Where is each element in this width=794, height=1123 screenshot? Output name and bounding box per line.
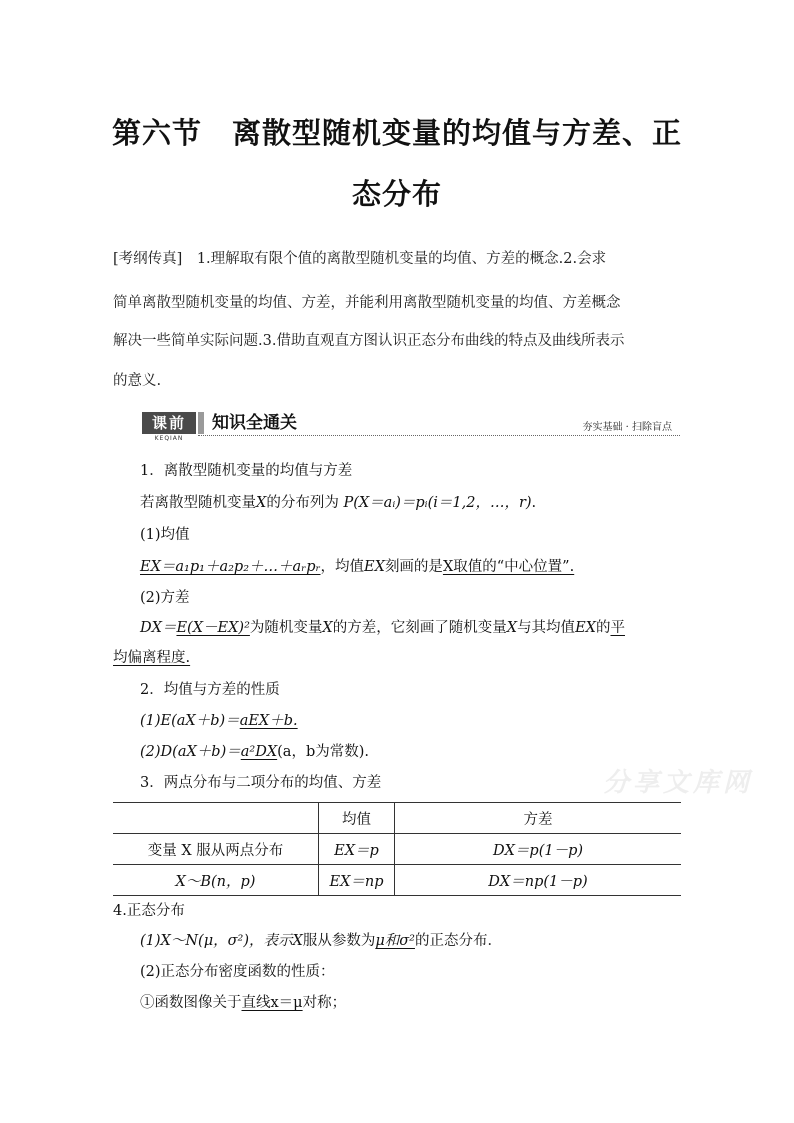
variable: X <box>292 933 303 949</box>
section-heading: 4.正态分布 <box>113 903 185 919</box>
formula-answer: E(X－EX)² <box>176 620 250 636</box>
answer-fill: 平 <box>610 620 625 636</box>
distribution-line <box>140 496 536 511</box>
mean-variance-table <box>113 802 681 896</box>
text: 的分布列为 <box>266 495 339 511</box>
section-heading: 2．均值与方差的性质 <box>140 682 280 698</box>
variance-label: (2)方差 <box>140 590 190 606</box>
text: (a，b为常数). <box>277 744 369 760</box>
normal-line <box>140 934 502 949</box>
intro-line: 解决一些简单实际问题.3.借助直观直方图认识正态分布曲线的特点及曲线所表示 <box>113 333 625 349</box>
table-cell: DX＝p(1－p) <box>395 834 682 865</box>
section-heading: 1．离散型随机变量的均值与方差 <box>140 463 353 479</box>
variance-line <box>140 621 625 636</box>
variable: X <box>256 495 267 511</box>
normal-line: (2)正态分布密度函数的性质： <box>140 964 335 980</box>
banner-divider <box>198 435 680 436</box>
formula-answer: EX＝a₁p₁＋a₂p₂＋…＋aᵣpᵣ <box>140 559 321 575</box>
page-title: 第六节 离散型随机变量的均值与方差、正 <box>111 116 682 150</box>
section-banner <box>140 408 680 442</box>
text: 为随机变量 <box>249 620 323 636</box>
table-header: 方差 <box>395 803 682 834</box>
answer-fill: aEX＋b. <box>239 713 298 729</box>
banner-tag-sub: KEQIAN <box>154 435 184 442</box>
formula: P(X＝aᵢ)＝pᵢ(i＝1,2，…，r) <box>343 495 532 511</box>
normal-line <box>140 996 346 1011</box>
table-cell: EX＝p <box>319 834 395 865</box>
text: 的方差，它刻画了随机变量 <box>332 620 507 636</box>
table-cell: X～B(n，p) <box>113 865 319 896</box>
property-line <box>140 745 369 760</box>
answer-fill: a²DX <box>240 744 278 760</box>
property-line <box>140 714 298 729</box>
table-header <box>113 803 319 834</box>
table-cell: EX＝np <box>319 865 395 896</box>
answer-fill: 直线x＝μ <box>241 995 303 1011</box>
variance-line-cont <box>113 651 190 666</box>
text: DX＝ <box>140 620 177 636</box>
text: 的 <box>595 620 611 636</box>
text: 服从参数为 <box>302 933 376 949</box>
formula: (2)D(aX＋b)＝ <box>140 744 241 760</box>
text: ①函数图像关于 <box>140 995 242 1011</box>
page-title-continued: 态分布 <box>351 177 442 211</box>
mean-label: (1)均值 <box>140 527 190 543</box>
text: 对称； <box>302 995 347 1011</box>
table-header-row <box>113 803 681 834</box>
table-cell: 变量 X 服从两点分布 <box>113 834 319 865</box>
table-row <box>113 834 681 865</box>
variable: EX <box>575 620 596 636</box>
mean-line <box>140 560 574 575</box>
variable: EX <box>364 559 385 575</box>
section-heading: 3．两点分布与二项分布的均值、方差 <box>140 775 382 791</box>
formula: (1)E(aX＋b)＝ <box>140 713 240 729</box>
banner-tag: 课前 <box>142 412 196 434</box>
variable: X <box>322 620 333 636</box>
text: 与其均值 <box>517 620 576 636</box>
answer-fill: X取值的“中心位置”. <box>442 559 575 575</box>
answer-fill: μ和σ² <box>375 933 415 949</box>
text: 刻画的是 <box>384 559 443 575</box>
intro-line: 简单离散型随机变量的均值、方差，并能利用离散型随机变量的均值、方差概念 <box>113 295 621 311</box>
intro-line: [考纲传真] 1.理解取有限个值的离散型随机变量的均值、方差的概念.2.会求 <box>113 251 607 267</box>
table-cell: DX＝np(1－p) <box>395 865 682 896</box>
formula: (1)X～N(μ，σ²)，表示 <box>140 933 293 949</box>
table-header: 均值 <box>319 803 395 834</box>
variable: X <box>506 620 518 636</box>
watermark: 分享文库网 <box>603 768 754 798</box>
banner-subtitle: 夯实基础 · 扫除盲点 <box>582 422 672 433</box>
text: . <box>531 495 537 511</box>
text: 的正态分布． <box>414 933 502 949</box>
table-row <box>113 865 681 896</box>
text: 若离散型随机变量 <box>140 495 256 511</box>
text: ，均值 <box>320 559 365 575</box>
banner-bar <box>198 412 204 434</box>
banner-heading: 知识全通关 <box>212 413 297 433</box>
intro-line: 的意义. <box>113 373 162 389</box>
answer-fill: 均偏离程度. <box>113 650 191 666</box>
